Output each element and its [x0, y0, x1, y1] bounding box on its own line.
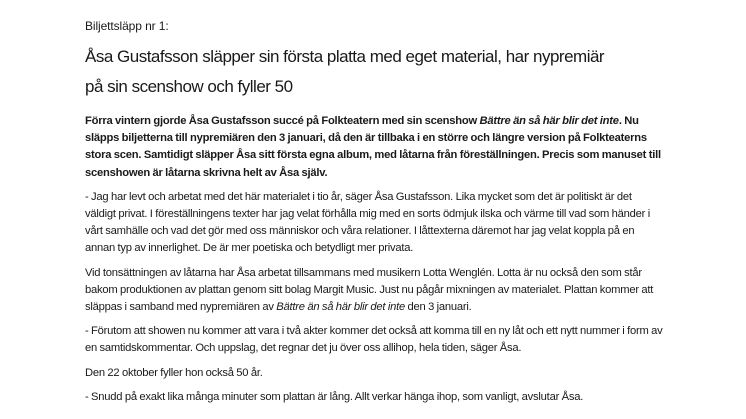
- page-title-line-1: Åsa Gustafsson släpper sin första platta med eget material, har nypremiär: [85, 47, 605, 66]
- page-title-line-2: på sin scenshow och fyller 50: [85, 77, 293, 96]
- paragraph-quote-1-text: - Jag har levt och arbetat med det här materialet i tio år, säger Åsa Gustafsson. Lika mycket som det är politiskt är det väldigt privat. I föreställningens texter har jag velat förhålla mig med en sorts ödmjuk ilska och värme till vad som händer i vårt samhälle och vad det gör med oss människor och våra relationer. I låttexterna däremot har jag velat koppla på en annan typ av innerlighet. De är mer poetiska och betydligt mer privata.: [85, 190, 650, 255]
- paragraph-production-text: Vid tonsättningen av låtarna har Åsa arbetat tillsammans med musikern Lotta Wenglén. Lotta är nu också den som står bakom produktionen av plattan genom sitt bolag Margit Music. Just nu pågår mixningen av materialet. Plattan kommer att släppas i samband med nypremiären av: [85, 266, 654, 314]
- paragraph-closing-cut-off: [85, 389, 664, 406]
- lead-paragraph: [85, 113, 664, 182]
- paragraph-closing-text: - Snudd på exakt lika många minuter som plattan är lång. Allt verkar hänga ihop, som vanligt, avslutar Åsa.: [85, 390, 584, 403]
- paragraph-production: [85, 265, 664, 317]
- page-title: [85, 42, 666, 102]
- paragraph-quote-2-text: - Förutom att showen nu kommer att vara i två akter kommer det också att komma till en ny låt och ett nytt nummer i form av en samtidskommentar. Och uppslag, det regnar det ju över oss allihop, hela tiden, säger Åsa.: [85, 325, 663, 355]
- paragraph-quote-1: [85, 189, 664, 258]
- kicker-text: Biljettsläpp nr 1:: [85, 19, 169, 33]
- lead-paragraph-text: Förra vintern gjorde Åsa Gustafsson succé på Folkteatern med sin scenshow: [85, 115, 480, 127]
- paragraph-production-show-title: Bättre än så här blir det inte: [276, 301, 405, 314]
- paragraph-quote-2: [85, 323, 664, 357]
- paragraph-birthday: [85, 365, 664, 382]
- lead-paragraph-text-cont: . Nu släpps biljetterna till nypremiären den 3 januari, då den är tillbaka i en större och längre version på Folkteaterns stora scen. Samtidigt släpper Åsa sitt första egna album, med låtarna från föreställningen. Precis som manuset till scenshowen är låtarna skrivna helt av Åsa själv.: [85, 115, 661, 179]
- paragraph-production-text-cont: den 3 januari.: [405, 301, 472, 314]
- paragraph-birthday-text: Den 22 oktober fyller hon också 50 år.: [85, 366, 263, 379]
- lead-paragraph-show-title: Bättre än så här blir det inte: [479, 115, 619, 127]
